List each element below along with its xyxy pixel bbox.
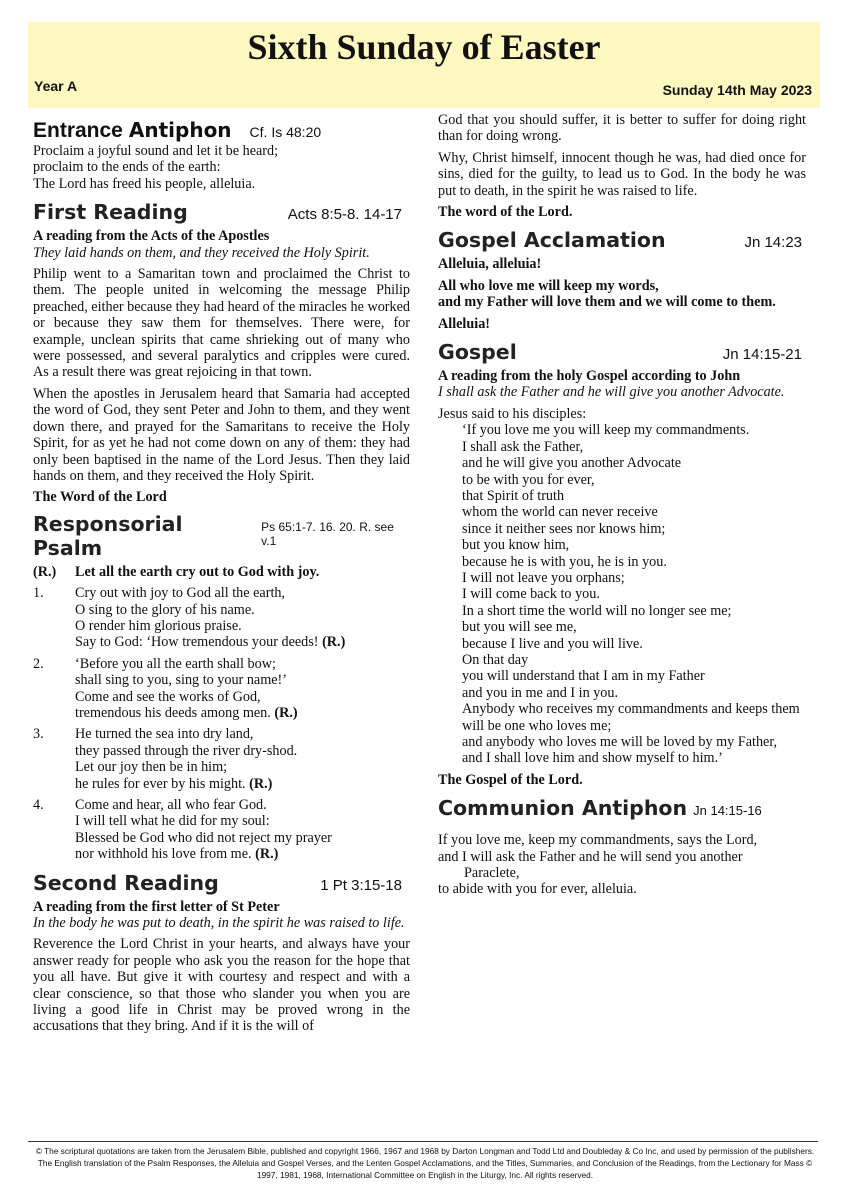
psalm-line: tremendous his deeds among men. xyxy=(75,704,271,721)
psalm-response xyxy=(33,564,410,580)
gospel-conclusion: The Gospel of the Lord. xyxy=(438,771,583,788)
gospel-text xyxy=(438,422,806,767)
psalm-line: nor withhold his love from me. xyxy=(75,846,252,863)
gospel-ref: Jn 14:15-21 xyxy=(722,346,802,364)
gospel-line: In a short time the world will no longer see me; xyxy=(462,602,732,619)
acclamation-heading: Gospel Acclamation xyxy=(438,228,666,253)
gospel-line: but you will see me, xyxy=(462,619,577,636)
second-reading-paragraph: God that you should suffer, it is better to suffer for doing right than for doing wrong. xyxy=(438,112,806,145)
entrance-line: proclaim to the ends of the earth: xyxy=(33,159,221,176)
gospel-line: and anybody who loves me will be loved by my Father, xyxy=(462,734,778,750)
right-column xyxy=(438,112,806,898)
entrance-heading-a: Entrance xyxy=(33,119,123,142)
acclamation-section xyxy=(438,228,806,332)
psalm-line: I will tell what he did for my soul: xyxy=(75,813,270,830)
communion-line: If you love me, keep my commandments, says the Lord, xyxy=(438,832,758,849)
left-column xyxy=(33,110,410,1035)
psalm-line: Come and see the works of God, xyxy=(75,688,261,705)
gospel-line: to be with you for ever, xyxy=(462,471,595,488)
psalm-line: he rules for ever by his might. xyxy=(75,775,246,792)
gospel-line: because I live and you will live. xyxy=(462,635,643,652)
gospel-line: I shall ask the Father, xyxy=(462,438,584,455)
psalm-line: shall sing to you, sing to your name!’ xyxy=(75,672,288,689)
date-label: Sunday 14th May 2023 xyxy=(662,82,812,98)
communion-section xyxy=(438,796,806,898)
first-reading-intro: A reading from the Acts of the Apostles xyxy=(33,228,270,245)
acclamation-verse: and my Father will love them and we will come to them. xyxy=(438,294,776,311)
communion-line: Paraclete, xyxy=(464,865,520,882)
second-reading-conclusion: The word of the Lord. xyxy=(438,204,573,221)
psalm-heading: Responsorial Psalm xyxy=(33,511,183,560)
first-reading-paragraph: When the apostles in Jerusalem heard that Samaria had accepted the word of God, they sent Peter and John to them, and they went down there, and prayed for the Samaritans to receive the Holy Spirit, for as yet he had not come down on any of them: they had only been baptised in the name of the Lord Jesus. Then they laid hands on them, and they received the Holy Spirit. xyxy=(33,385,410,484)
entrance-heading-b: Antiphon xyxy=(128,118,232,142)
entrance-ref: Cf. Is 48:20 xyxy=(249,124,322,140)
psalm-verse xyxy=(33,797,410,863)
gospel-intro: A reading from the holy Gospel according to John xyxy=(438,368,741,385)
communion-heading: Communion Antiphon xyxy=(438,796,688,821)
gospel-line: you will understand that I am in my Father xyxy=(462,668,705,685)
gospel-line: ‘If you love me you will keep my commandments. xyxy=(462,422,750,439)
entrance-antiphon-section xyxy=(33,118,410,192)
footer-divider xyxy=(28,1141,818,1142)
entrance-line: Proclaim a joyful sound and let it be heard; xyxy=(33,143,279,159)
psalm-verse-number: 2. xyxy=(33,655,44,672)
gospel-line: and you in me and I in you. xyxy=(462,684,619,701)
second-reading-continued xyxy=(438,112,806,220)
gospel-heading: Gospel xyxy=(438,340,517,365)
communion-ref: Jn 14:15-16 xyxy=(693,803,762,819)
gospel-line: and he will give you another Advocate xyxy=(462,455,682,472)
second-reading-intro: A reading from the first letter of St Peter xyxy=(33,898,280,915)
psalm-line: O render him glorious praise. xyxy=(75,617,242,634)
gospel-line: whom the world can never receive xyxy=(462,504,658,521)
psalm-line: Blessed be God who did not reject my prayer xyxy=(75,829,332,846)
first-reading-heading: First Reading xyxy=(33,200,188,225)
gospel-line: I will not leave you orphans; xyxy=(462,569,625,586)
psalm-verse xyxy=(33,726,410,792)
psalm-ref: Ps 65:1-7. 16. 20. R. see v.1 xyxy=(261,519,394,548)
first-reading-paragraph: Philip went to a Samaritan town and proclaimed the Christ to them. The people united in welcoming the message Philip preached, either because they had heard of the miracles he worked or because they saw them for themselves. There were, for example, unclean spirits that came shrieking out of many who were possessed, and several paralytics and cripples were cured. As a result there was great rejoicing in that town. xyxy=(33,266,410,381)
psalm-response-marker: (R.) xyxy=(322,634,346,651)
entrance-line: The Lord has freed his people, alleluia. xyxy=(33,175,256,192)
second-reading-heading: Second Reading xyxy=(33,870,219,895)
gospel-line: Anybody who receives my commandments and keeps them xyxy=(462,701,800,718)
psalm-verse-number: 4. xyxy=(33,797,44,813)
psalm-response-marker: (R.) xyxy=(274,704,298,721)
psalm-line: He turned the sea into dry land, xyxy=(75,726,254,743)
psalm-verse-number: 1. xyxy=(33,585,44,602)
psalm-line: ‘Before you all the earth shall bow; xyxy=(75,655,276,672)
psalm-response-marker: (R.) xyxy=(249,775,273,792)
second-reading-summary: In the body he was put to death, in the spirit he was raised to life. xyxy=(33,915,405,932)
first-reading-section xyxy=(33,200,410,506)
psalm-line: they passed through the river dry-shod. xyxy=(75,742,298,759)
psalm-line: O sing to the glory of his name. xyxy=(75,601,255,618)
psalm-line: Cry out with joy to God all the earth, xyxy=(75,585,286,602)
gospel-line: On that day xyxy=(462,651,529,668)
acclamation-alleluia-close: Alleluia! xyxy=(438,315,491,332)
psalm-response-marker: (R.) xyxy=(255,846,279,863)
gospel-line: will be one who loves me; xyxy=(462,717,612,734)
gospel-line: that Spirit of truth xyxy=(462,487,565,504)
acclamation-ref: Jn 14:23 xyxy=(744,234,802,252)
acclamation-verse: All who love me will keep my words, xyxy=(438,277,659,294)
psalm-response-label: (R.) xyxy=(33,563,57,580)
gospel-line: because he is with you, he is in you. xyxy=(462,553,667,570)
gospel-line: since it neither sees nor knows him; xyxy=(462,520,666,537)
communion-line: to abide with you for ever, alleluia. xyxy=(438,881,637,898)
second-reading-ref: 1 Pt 3:15-18 xyxy=(320,876,402,894)
page-title: Sixth Sunday of Easter xyxy=(247,27,601,67)
psalm-line: Let our joy then be in him; xyxy=(75,759,228,776)
second-reading-paragraph: Why, Christ himself, innocent though he was, had died once for sins, died for the guilty, to lead us to God. In the body he was put to death, in the spirit he was raised to life. xyxy=(438,149,806,199)
gospel-summary: I shall ask the Father and he will give you another Advocate. xyxy=(438,384,785,401)
first-reading-conclusion: The Word of the Lord xyxy=(33,489,167,506)
second-reading-section xyxy=(33,871,410,1035)
acclamation-alleluia: Alleluia, alleluia! xyxy=(438,256,542,273)
psalm-line: Say to God: ‘How tremendous your deeds! xyxy=(75,634,319,651)
psalm-verse xyxy=(33,656,410,722)
psalm-section xyxy=(33,512,410,863)
psalm-line: Come and hear, all who fear God. xyxy=(75,797,267,813)
year-label: Year A xyxy=(34,78,78,94)
first-reading-ref: Acts 8:5-8. 14-17 xyxy=(287,206,402,224)
gospel-line: and I shall love him and show myself to him.’ xyxy=(462,750,723,767)
second-reading-paragraph: Reverence the Lord Christ in your hearts, and always have your answer ready for people who ask you the reason for the hope that you all have. But give it with courtesy and respect and with a clear conscience, so that those who slander you when you are living a good life in Christ may be proved wrong in the accusations that they bring. And if it is the will of xyxy=(33,936,410,1035)
gospel-line: I will come back to you. xyxy=(462,586,600,603)
psalm-verse-number: 3. xyxy=(33,726,44,743)
gospel-line: but you know him, xyxy=(462,537,570,554)
first-reading-summary: They laid hands on them, and they received the Holy Spirit. xyxy=(33,244,370,261)
gospel-section xyxy=(438,340,806,788)
communion-line: and I will ask the Father and he will send you another xyxy=(438,848,743,865)
psalm-response-text: Let all the earth cry out to God with joy. xyxy=(75,563,320,580)
gospel-opening: Jesus said to his disciples: xyxy=(438,405,587,422)
header-banner xyxy=(28,22,820,108)
psalm-verse xyxy=(33,585,410,651)
copyright-footer: © The scriptural quotations are taken from the Jerusalem Bible, published and copyright 1966, 1967 and 1968 by Darton Longman and Todd Ltd and Doubleday & Co Inc, and used by permission of the publishers. The English translation of the Psalm Responses, the Alleluia and Gospel Verses, and the Lenten Gospel Acclamations, and the Titles, Summaries, and Conclusion of the Readings, from the Lectionary for Mass © 1997, 1981, 1968, International Committee on English in the Liturgy, Inc. All rights reserved. xyxy=(35,1146,815,1180)
